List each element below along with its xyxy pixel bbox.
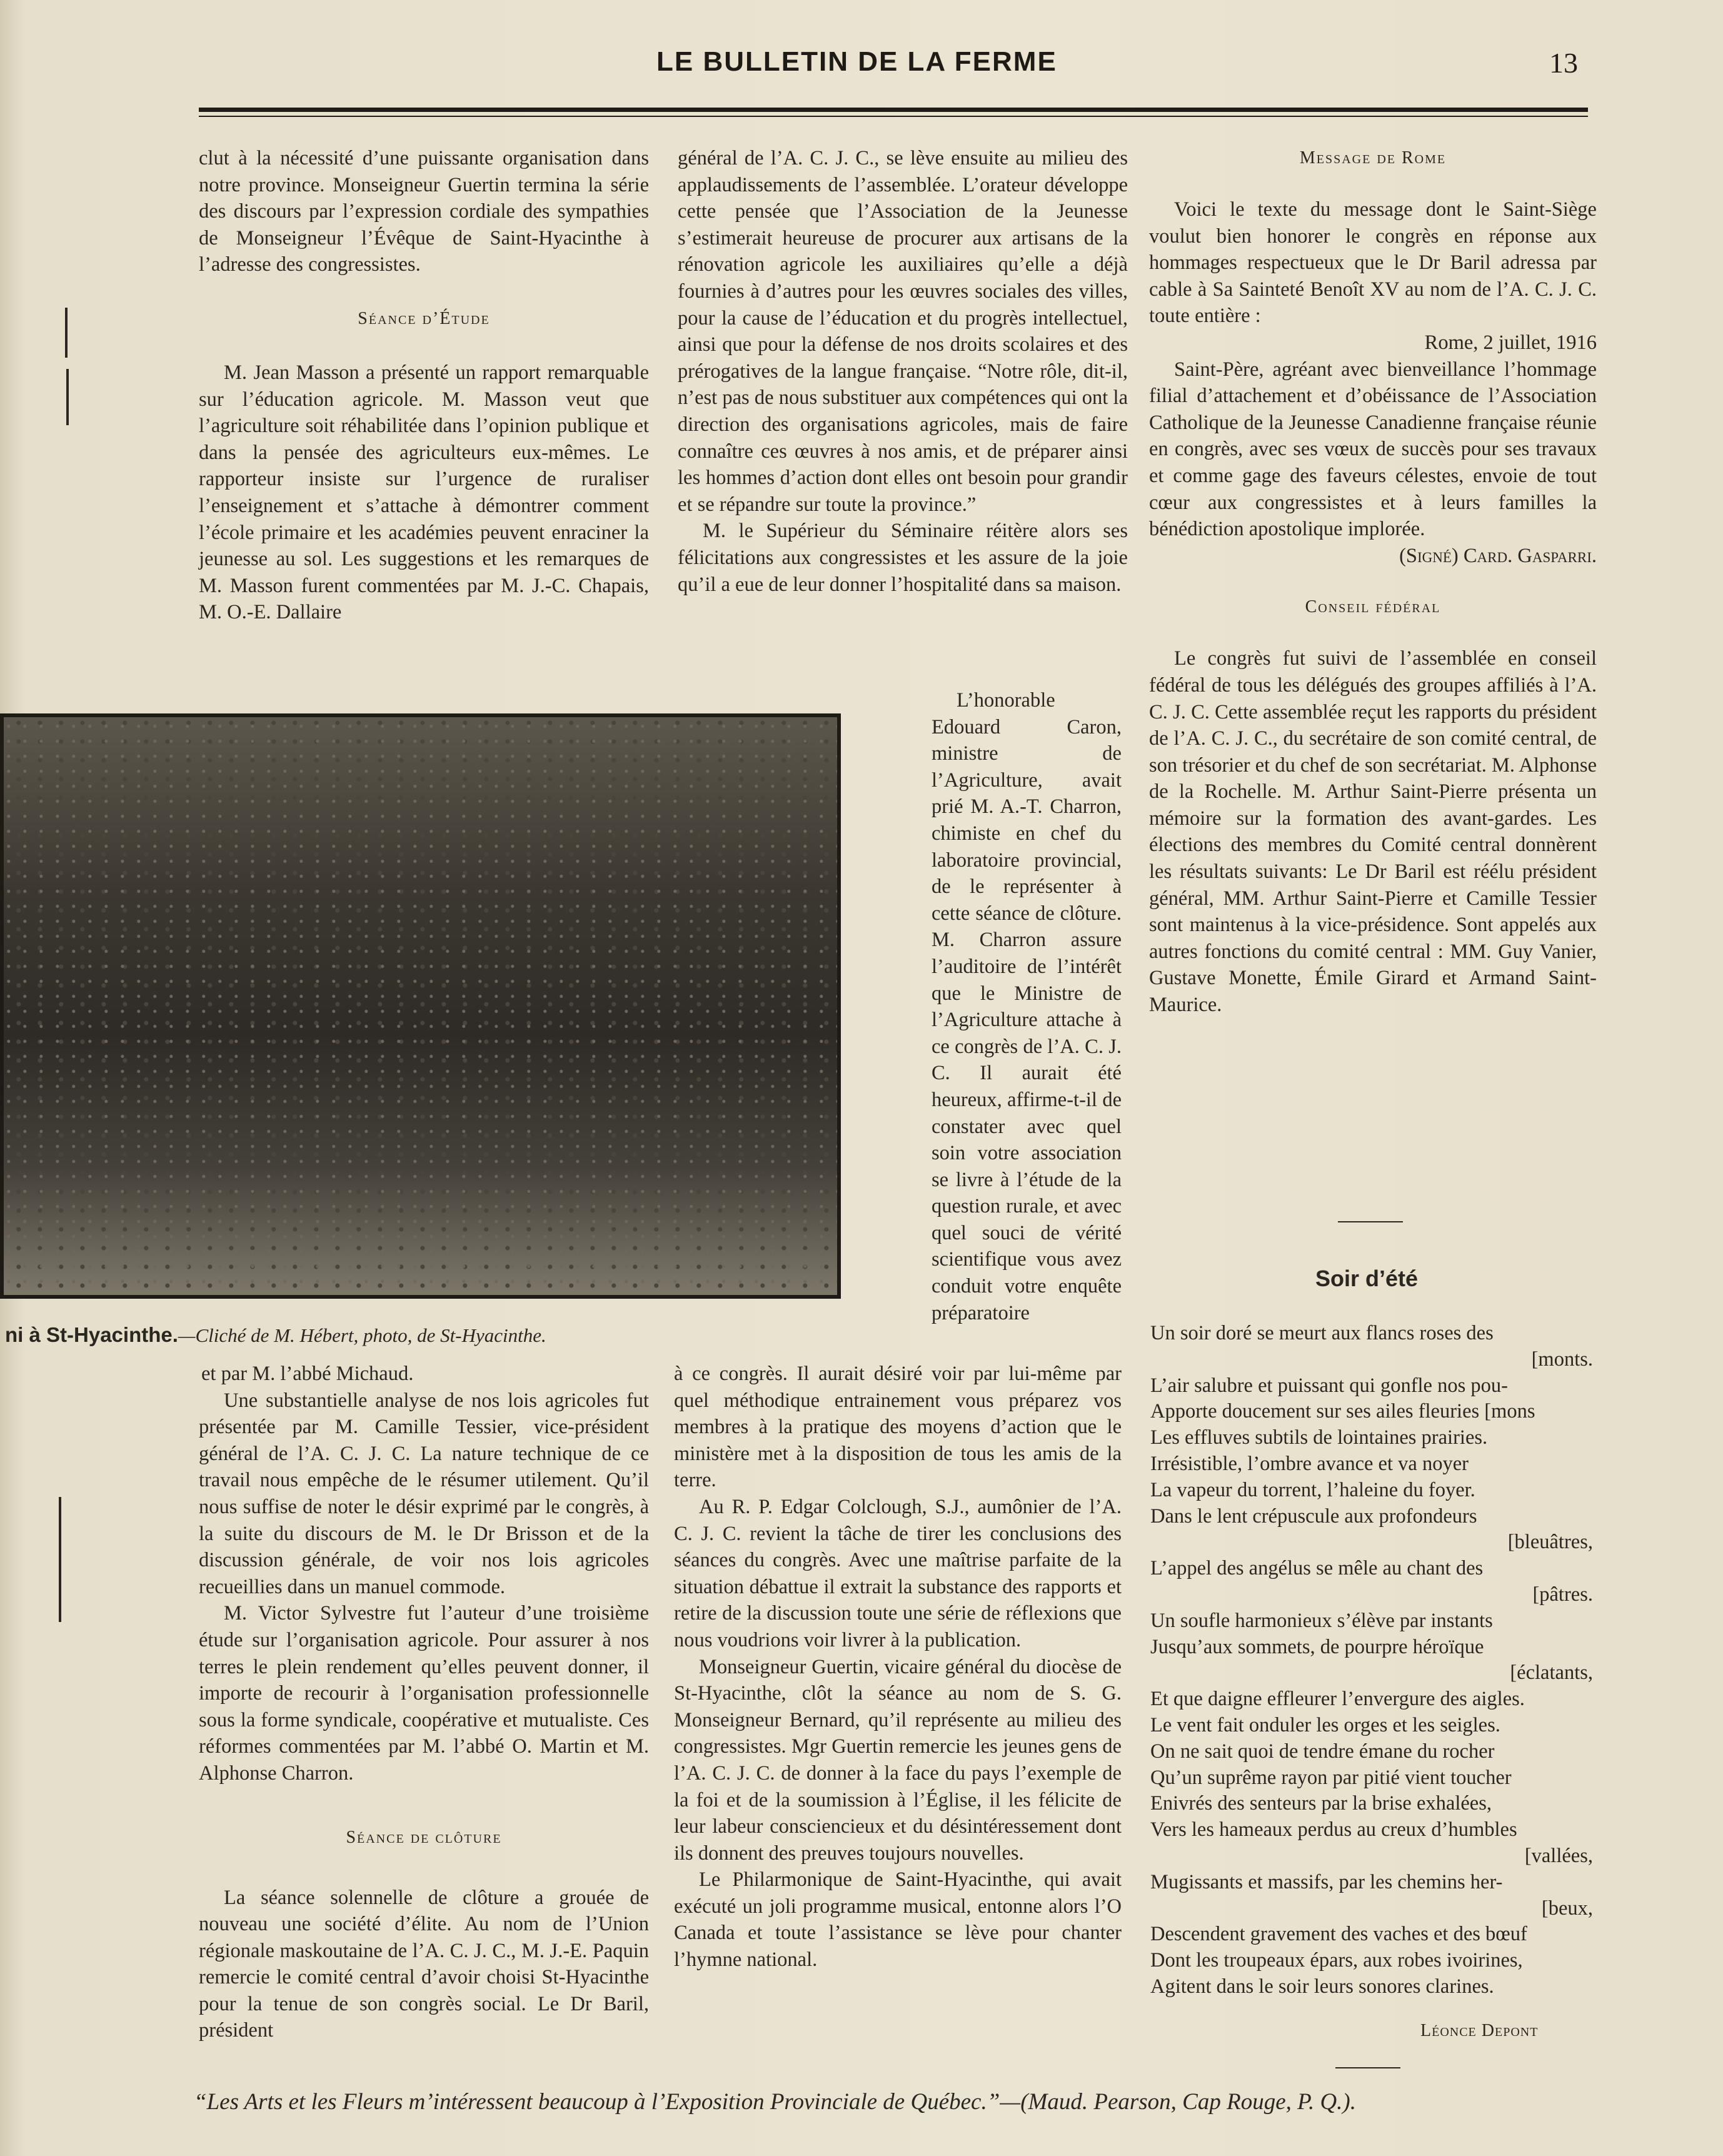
column-middle-top (678, 145, 1128, 598)
dateline: Rome, 2 juillet, 1916 (1424, 331, 1597, 354)
paragraph: M. le Supérieur du Séminaire réitère alors ses félicitations aux congressistes et les assure de la joie qu’il a eue de leur donner l’hospitalité dans sa maison. (678, 520, 1128, 596)
poem-line: La vapeur du torrent, l’haleine du foyer. (1150, 1478, 1475, 1501)
photo-caption-credit: —Cliché de M. Hébert, photo, de St-Hyacinthe. (178, 1324, 546, 1346)
poem-line: Agitent dans le soir leurs sonores clarines. (1150, 1975, 1494, 1998)
group-photograph (0, 713, 841, 1299)
poem-line: [monts. (1531, 1348, 1593, 1371)
column-middle-narrow (932, 687, 1122, 1326)
poem-line: Le vent fait onduler les orges et les seigles. (1150, 1713, 1500, 1736)
poem-line: L’air salubre et puissant qui gonfle nos pou- (1150, 1374, 1508, 1397)
header-rule-thin (199, 116, 1588, 117)
section-heading: Conseil fédéral (1305, 597, 1441, 617)
poem-title: Soir d’été (1315, 1266, 1419, 1291)
poem-line: Qu’un suprême rayon par pitié vient toucher (1150, 1766, 1512, 1789)
running-title: LE BULLETIN DE LA FERME (656, 46, 1057, 77)
poem-line: Jusqu’aux sommets, de pourpre héroïque (1150, 1635, 1484, 1658)
poem-line: [vallées, (1524, 1844, 1593, 1867)
poem-line: Descendent gravement des vaches et des bœuf (1150, 1923, 1527, 1946)
poem-line: Mugissants et massifs, par les chemins her- (1150, 1870, 1503, 1893)
paragraph: clut à la nécessité d’une puissante organisation dans notre province. Monseigneur Guertin termina la série des discours par l’expression cordiale des sympathies de Monseigneur l’Évêque de Saint-Hyacinthe à l’adresse des congressistes. (199, 147, 649, 276)
poem-line: Apporte doucement sur ses ailes fleuries [mons (1150, 1400, 1535, 1423)
poem-line: [pâtres. (1532, 1583, 1593, 1606)
poem-line: Un soir doré se meurt aux flancs roses des (1150, 1322, 1494, 1344)
poem-line: Vers les hameaux perdus au creux d’humbles (1150, 1818, 1517, 1841)
paragraph: Le congrès fut suivi de l’assemblée en conseil fédéral de tous les délégués des groupes affiliés à l’A. C. J. C. Cette assemblée reçut les rapports du président de l’A. C. J. C., du secrétaire de son comité central, de son trésorier et du chef de son secrétariat. M. Alphonse de la Rochelle. M. Arthur Saint-Pierre présenta un mémoire sur la formation des avant-gardes. Les élections des membres du Comité central donnèrent les résultats suivants: Le Dr Baril est réélu président général, MM. Arthur Saint-Pierre et Camille Tessier sont maintenus à la vice-présidence. Sont appelés aux autres fonctions du comité central : MM. Guy Vanier, Gustave Monette, Émile Girard et Armand Saint-Maurice. (1149, 647, 1597, 1017)
poem (1150, 1321, 1598, 2000)
paragraph: M. Jean Masson a présenté un rapport remarquable sur l’éducation agricole. M. Masson veut que l’agriculture soit réhabilitée dans l’opinion publique et dans la pensée des agriculteurs eux-mêmes. Le rapporteur insiste sur l’urgence de ruraliser l’enseignement et s’attache à démontrer comment l’école primaire et les académies peuvent enraciner la jeunesse au sol. Les suggestions et les remarques de M. Masson furent commentées par M. J.-C. Chapais, M. O.-E. Dallaire (199, 361, 649, 624)
footer-attribution: —(Maud. Pearson, Cap Rouge, P. Q.). (1000, 2089, 1356, 2115)
photo-caption (5, 1323, 546, 1348)
margin-mark (66, 369, 69, 425)
poem-line: Irrésistible, l’ombre avance et va noyer (1150, 1452, 1469, 1475)
signature-line: (Signé) Card. Gasparri. (1399, 544, 1597, 567)
paragraph: Saint-Père, agréant avec bienveillance l’hommage filial d’attachement et d’obéissance de l’Association Catholique de la Jeunesse Canadienne française réunie en congrès, avec ses vœux de succès pour ses travaux et comme gage des faveurs célestes, envoie de tout cœur aux congressistes et à leurs familles la bénédiction apostolique implorée. (1149, 358, 1597, 541)
divider (1338, 1221, 1403, 1222)
poem-author: Léonce Depont (1420, 2021, 1539, 2040)
paragraph: L’honorable Edouard Caron, ministre de l’Agriculture, avait prié M. A.-T. Charron, chimiste en chef du laboratoire provincial, de le représenter à cette séance de clôture. M. Charron assure l’auditoire de l’intérêt que le Ministre de l’Agriculture attache à ce congrès de l’A. C. J. C. Il aurait été heureux, affirme-t-il de constater avec quel soin votre association se livre à l’étude de la question rurale, et avec quel souci de vérité scientifique vous avez conduit votre enquête préparatoire (932, 689, 1122, 1324)
footer-quote (194, 2088, 1356, 2115)
section-heading: Séance d’Étude (358, 308, 490, 328)
column-left-bottom (199, 1361, 649, 2044)
paragraph: général de l’A. C. J. C., se lève ensuite au milieu des applaudissements de l’assemblée. L’orateur développe cette pensée que l’Association de la Jeunesse s’estimerait heureuse de procurer aux artisans de la rénovation agricole les auxiliaires qu’elle a déjà fournies à d’autres pour les œuvres sociales des villes, pour la cause de l’éducation et du progrès intellectuel, ainsi que pour la défense de nos droits scolaires et des prérogatives de la langue française. “Notre rôle, dit-il, n’est pas de nous substituer aux compétences qui ont la direction des organisations agricoles, mais de faire connaître ces œuvres à nos amis, et de préparer ainsi les hommes d’action dont elles ont besoin pour grandir et se répandre sur toute la province.” (678, 147, 1128, 516)
paragraph: Voici le texte du message dont le Saint-Siège voulut bien honorer le congrès en réponse aux hommages respectueux que le Dr Baril adressa par cable à Sa Sainteté Benoît XV au nom de l’A. C. J. C. toute entière : (1149, 198, 1597, 328)
poem-line: [bleuâtres, (1507, 1531, 1593, 1554)
poem-line: Dont les troupeaux épars, aux robes ivoirines, (1150, 1949, 1523, 1972)
column-left-top (199, 145, 649, 626)
paragraph: M. Victor Sylvestre fut l’auteur d’une troisième étude sur l’organisation agricole. Pour assurer à nos terres le plein rendement qu’elles peuvent donner, il importe de recourir à l’organisation professionnelle sous la forme syndicale, coopérative et mutualiste. Ces réformes commentées par M. l’abbé O. Martin et M. Alphonse Charron. (199, 1602, 649, 1785)
footer-quote-text: “Les Arts et les Fleurs m’intéressent beaucoup à l’Exposition Provinciale de Québec.” (194, 2089, 1000, 2115)
section-heading: Message de Rome (1299, 148, 1447, 168)
poem-line: Un soufle harmonieux s’élève par instants (1150, 1609, 1493, 1632)
poem-line: Et que daigne effleurer l’envergure des aigles. (1150, 1688, 1525, 1711)
paragraph: Monseigneur Guertin, vicaire général du diocèse de St-Hyacinthe, clôt la séance au nom de S. G. Monseigneur Bernard, qu’il représente au milieu des congressistes. Mgr Guertin remercie les jeunes gens de l’A. C. J. C. de donner à la face du pays l’exemple de la foi et de la soumission à l’Église, il les félicite de leur labeur consciencieux et du désintéressement dont ils donnent des preuves toujours nouvelles. (674, 1655, 1122, 1865)
paragraph: Au R. P. Edgar Colclough, S.J., aumônier de l’A. C. J. C. revient la tâche de tirer les conclusions des séances du congrès. Avec une maîtrise parfaite de la situation débattue il extrait la substance des rapports et retire de la discussion toute une série de réflexions que nous voudrions voir livrer à la publication. (674, 1495, 1122, 1651)
column-middle-bottom (674, 1361, 1122, 1973)
paragraph: à ce congrès. Il aurait désiré voir par lui-même par quel méthodique entrainement vous préparez vos membres à la pratique des moyens d’action que le ministère met à la disposition de tous les amis de la terre. (674, 1363, 1122, 1492)
poem-line: Dans le lent crépuscule aux profondeurs (1150, 1504, 1477, 1528)
paragraph: Le Philarmonique de Saint-Hyacinthe, qui avait exécuté un joli programme musical, entonne alors l’O Canada et toute l’assistance se lève pour chanter l’hymne national. (674, 1868, 1122, 1972)
paragraph: La séance solennelle de clôture a grouée de nouveau une société d’élite. Au nom de l’Union régionale maskoutaine de l’A. C. J. C., M. J.-E. Paquin remercie le comité central d’avoir choisi St-Hyacinthe pour la tenue de son congrès social. Le Dr Baril, président (199, 1886, 649, 2042)
poem-line: Enivrés des senteurs par la brise exhalées, (1150, 1792, 1492, 1815)
column-right (1149, 145, 1597, 1019)
poem-line: [beux, (1541, 1897, 1593, 1920)
paragraph: et par M. l’abbé Michaud. (201, 1363, 414, 1385)
header-rule-thick (199, 108, 1588, 112)
poem-line: On ne sait quoi de tendre émane du rocher (1150, 1740, 1495, 1763)
poem-line: Les effluves subtils de lointaines prairies. (1150, 1426, 1488, 1449)
paragraph: Une substantielle analyse de nos lois agricoles fut présentée par M. Camille Tessier, vice-président général de l’A. C. J. C. La nature technique de ce travail nous empêche de le résumer utilement. Qu’il nous suffise de noter le désir exprimé par le congrès, à la suite du discours de M. le Dr Brisson et de la discussion générale, de voir nos lois agricoles recueillies dans un manuel commode. (199, 1389, 649, 1598)
margin-mark (65, 308, 68, 358)
poem-line: [éclatants, (1510, 1661, 1593, 1685)
margin-mark (59, 1497, 61, 1622)
photo-caption-title: ni à St-Hyacinthe. (5, 1323, 178, 1346)
section-heading: Séance de clôture (346, 1827, 502, 1847)
divider (1335, 2067, 1400, 2068)
poem-line: L’appel des angélus se mêle au chant des (1150, 1557, 1484, 1580)
page-number: 13 (1549, 47, 1578, 79)
